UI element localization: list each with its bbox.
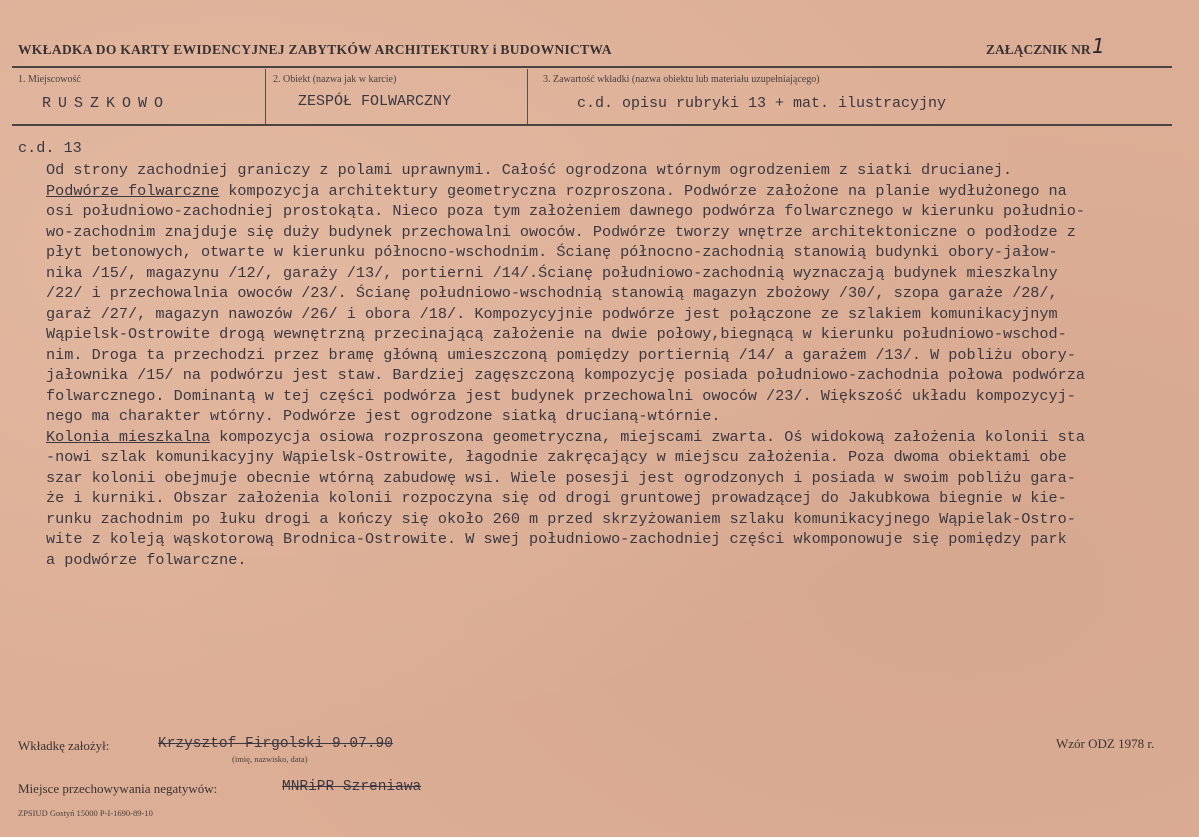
made-by-value: Krzysztof Firgolski 9.07.90 [158, 736, 393, 752]
text-line: /22/ i przechowalnia owoców /23/. Ścianę południowo-wschodnią stanowią magazyn zbożowy /30/, szopa garaże /28/, [46, 284, 1058, 302]
printer-imprint: ZPSIUD Gostyń 15000 P-I-1690-89-10 [18, 808, 153, 818]
text-line [46, 181, 1186, 202]
fields-rule [12, 124, 1172, 126]
content-value: c.d. opisu rubryki 13 + mat. ilustracyjny [577, 95, 947, 112]
subheading-colony: Kolonia mieszkalna [46, 427, 211, 446]
section-reference: c.d. 13 [18, 139, 82, 157]
text-line: nego ma charakter wtórny. Podwórze jest ogrodzone siatką drucianą-wtórnie. [46, 407, 721, 425]
text-line: Wąpielsk-Ostrowite drogą wewnętrzną przecinającą założenie na dwie połowy,biegnącą w kierunku południowo-wschod- [46, 325, 1067, 343]
text-line: runku zachodnim po łuku drogi a kończy się około 260 m przed skrzyżowaniem szlaku komunikacyjnego Wąpielak-Ostro- [46, 509, 1076, 528]
text-line: osi południowo-zachodniej prostokąta. Nieco poza tym założeniem dawnego podwórza folwarcznego w kierunku południo- [46, 202, 1085, 220]
text-line: a podwórze folwarczne. [46, 550, 247, 569]
header-rule [12, 66, 1172, 68]
text-line: szar kolonii obejmuje obecnie wtórną zabudowę wsi. Wiele posesji jest ogrodzonych i posiada w swoim pobliżu gara- [46, 468, 1076, 487]
text-line [46, 427, 1186, 448]
subheading-farmyard: Podwórze folwarczne [46, 181, 220, 200]
form-version: Wzór ODZ 1978 r. [1056, 736, 1155, 751]
text-line: że i kurniki. Obszar założenia kolonii rozpoczyna się od drogi gruntowej prowadzącej do Jakubkowa biegnie w kie- [46, 489, 1067, 507]
text-line: wite z koleją wąskotorową Brodnica-Ostrowite. W swej południowo-zachodniej części wkomponowuje się pomiędzy park [46, 530, 1067, 548]
negatives-value: MNRiPR Szreniawa [282, 779, 422, 795]
object-label: 2. Obiekt (nazwa jak w karcie) [273, 74, 397, 85]
text-line: wo-zachodnim znajduje się duży budynek przechowalni owoców. Podwórze tworzy wnętrze architektoniczne o podłodze z [46, 222, 1076, 241]
text-line: -nowi szlak komunikacyjny Wąpielsk-Ostrowite, łagodnie zakręcający w miejscu założenia. Poza dwoma obiektami obe [46, 448, 1067, 466]
text-line: garaż /27/, magazyn nawozów /26/ i obora /18/. Kompozycyjnie podwórze jest połączone ze szlakiem komunikacyjnym [46, 304, 1058, 323]
text-line: płyt betonowych, otwarte w kierunku północno-wschodnim. Ścianę północno-zachodnią stanowią budynki obory-jałow- [46, 243, 1058, 261]
field-divider [527, 69, 528, 125]
negatives-label: Miejsce przechowywania negatywów: [18, 781, 218, 796]
attachment-label: ZAŁĄCZNIK NR [986, 42, 1091, 57]
text-line: Od strony zachodniej graniczy z polami uprawnymi. Całość ogrodzona wtórnym ogrodzeniem z siatki drucianej. [46, 161, 1013, 179]
text-line: folwarcznego. Dominantą w tej części podwórza jest budynek przechowalni owoców /23/. Większość układu kompozycyj- [46, 386, 1076, 405]
form-title: WKŁADKA DO KARTY EWIDENCYJNEJ ZABYTKÓW ARCHITEKTURY i BUDOWNICTWA [18, 42, 612, 57]
content-label: 3. Zawartość wkładki (nazwa obiektu lub materiału uzupełniającego) [543, 74, 820, 85]
locality-label: 1. Miejscowość [18, 74, 81, 85]
text-line: nim. Droga ta przechodzi przez bramę główną umieszczoną pomiędzy portiernią /14/ a garażem /13/. W pobliżu obory- [46, 345, 1076, 364]
text-line: nika /15/, magazynu /12/, garaży /13/, portierni /14/.Ścianę południowo-zachodnią wyznaczają budynek mieszkalny [46, 263, 1058, 282]
made-by-label: Wkładkę założył: [18, 738, 110, 753]
attachment-number: 1 [1092, 34, 1105, 58]
locality-value: RUSZKOWO [42, 95, 171, 112]
text-span: kompozycja architektury geometryczna rozproszona. Podwórze założone na planie wydłużonego na [219, 181, 1067, 200]
object-value: ZESPÓŁ FOLWARCZNY [298, 93, 452, 110]
field-divider [265, 69, 266, 125]
description-text [46, 160, 1186, 570]
text-span: kompozycja osiowa rozproszona geometryczna, miejscami zwarta. Oś widokową założenia kolonii sta [210, 427, 1086, 446]
text-line: jałownika /15/ na podwórzu jest staw. Bardziej zagęszczoną kompozycję posiada południowo-zachodnia połowa podwórza [46, 366, 1085, 384]
made-by-hint: (imię, nazwisko, data) [232, 754, 308, 764]
